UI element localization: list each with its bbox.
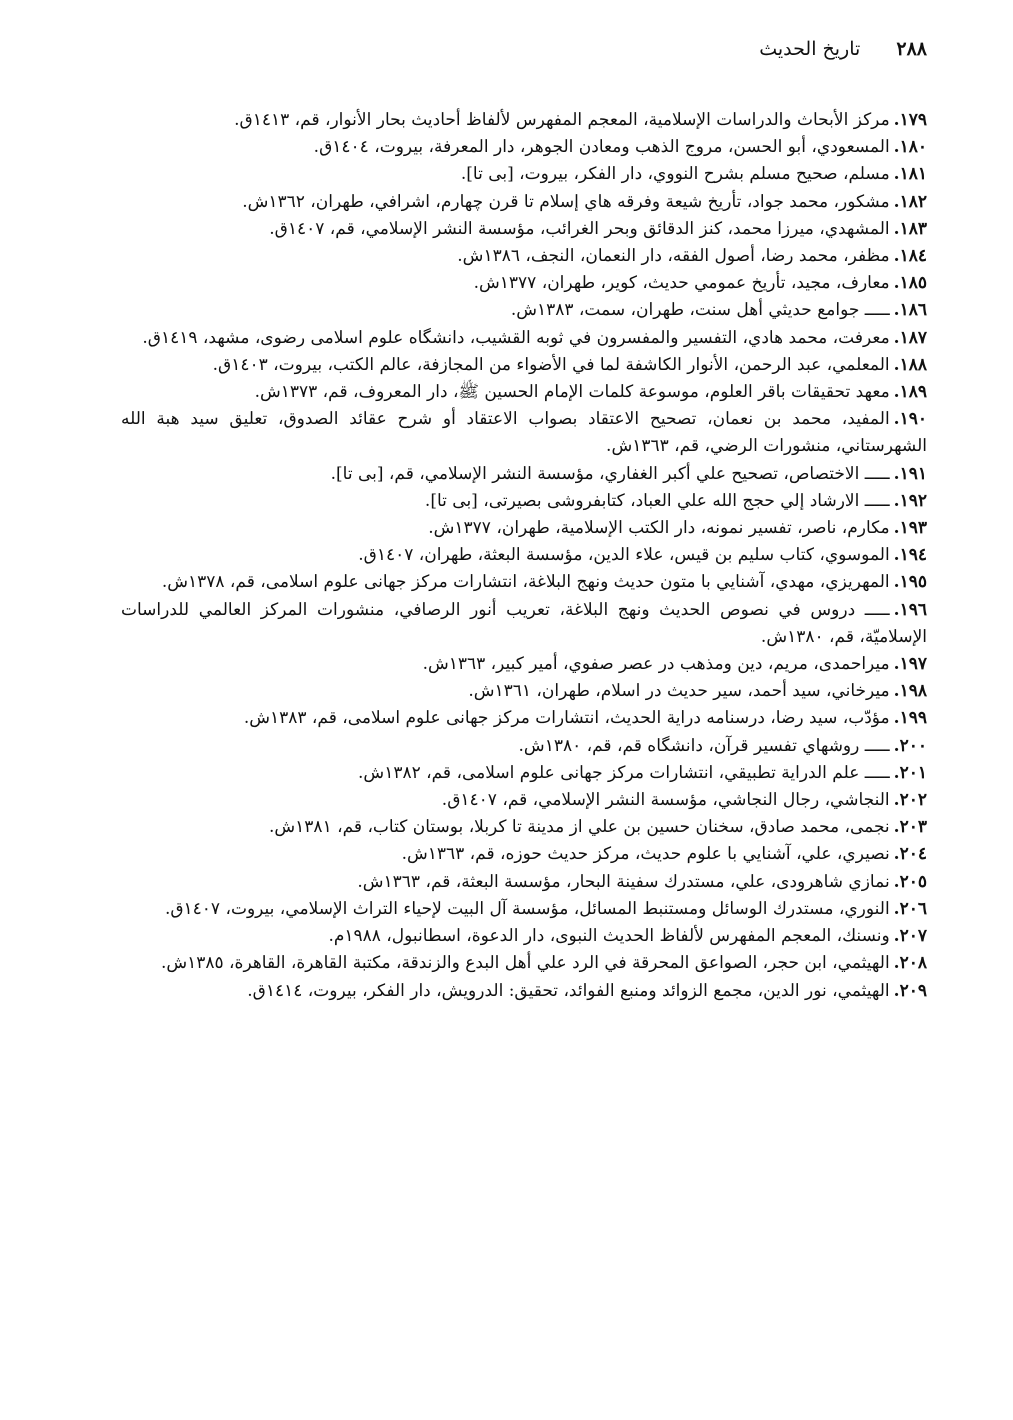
- reference-text: ـــــ علم الدراية تطبيقي، انتشارات مركز جهانى علوم اسلامى، قم، ١٣٨٢ش.: [358, 762, 890, 783]
- reference-entry: [121, 760, 927, 787]
- reference-entry: [121, 189, 927, 216]
- reference-entry: [121, 216, 927, 243]
- reference-entry: [121, 978, 927, 1005]
- reference-number: ١٨٩.: [893, 382, 927, 403]
- page-number: ٢٨٨: [896, 38, 927, 60]
- reference-text: مظفر، محمد رضا، أصول الفقه، دار النعمان، النجف، ١٣٨٦ش.: [457, 246, 890, 267]
- reference-text: ـــــ الارشاد إلي حجج الله علي العباد، كتابفروشى بصيرتى، [بى تا].: [424, 490, 890, 511]
- reference-entry: [121, 869, 927, 896]
- reference-number: ١٩٤.: [893, 545, 927, 566]
- reference-number: ٢٠١.: [893, 762, 927, 783]
- reference-text: ميراحمدى، مريم، دين ومذهب در عصر صفوي، أمير كبير، ١٣٦٣ش.: [422, 654, 890, 675]
- reference-text: المسعودي، أبو الحسن، مروج الذهب ومعادن الجوهر، دار المعرفة، بيروت، ١٤٠٤ق.: [313, 137, 890, 158]
- reference-entry: [121, 134, 927, 161]
- reference-text: نصيري، علي، آشنايي با علوم حديث، مركز حديث حوزه، قم، ١٣٦٣ش.: [401, 844, 890, 865]
- running-header: [759, 38, 927, 60]
- reference-entry: [121, 515, 927, 542]
- reference-number: ١٩٥.: [893, 572, 927, 593]
- reference-number: ٢٠٨.: [893, 953, 927, 974]
- reference-number: ١٨٦.: [893, 300, 927, 321]
- reference-number: ١٩٠.: [893, 409, 927, 430]
- reference-number: ٢٠٦.: [893, 898, 927, 919]
- reference-number: ١٨١.: [893, 164, 927, 185]
- reference-text: النوري، مستدرك الوسائل ومستنبط المسائل، مؤسسة آل البيت لإحياء التراث الإسلامي، بيروت، ١٤٠٧ق.: [164, 898, 890, 919]
- reference-number: ١٩٢.: [893, 490, 927, 511]
- reference-entry: [121, 488, 927, 515]
- reference-text: ـــــ جوامع حديثي أهل سنت، طهران، سمت، ١٣٨٣ش.: [510, 300, 890, 321]
- reference-text: معرفت، محمد هادي، التفسير والمفسرون في ثوبه القشيب، دانشگاه علوم اسلامى رضوى، مشهد، ١٤١٩ق.: [142, 327, 890, 348]
- reference-text: معهد تحقيقات باقر العلوم، موسوعة كلمات الإمام الحسين ﷺ، دار المعروف، قم، ١٣٧٣ش.: [254, 382, 890, 403]
- reference-number: ٢٠٣.: [893, 817, 927, 838]
- reference-number: ١٨٢.: [893, 191, 927, 212]
- reference-entry: [121, 297, 927, 324]
- reference-text: مؤدّب، سيد رضا، درسنامه دراية الحديث، انتشارات مركز جهانى علوم اسلامى، قم، ١٣٨٣ش.: [243, 708, 890, 729]
- reference-text: ـــــ روشهاي تفسير قرآن، دانشگاه قم، قم، ١٣٨٠ش.: [518, 735, 890, 756]
- reference-entry: [121, 678, 927, 705]
- reference-entry: [121, 814, 927, 841]
- reference-text: النجاشي، رجال النجاشي، مؤسسة النشر الإسلامي، قم، ١٤٠٧ق.: [441, 790, 890, 811]
- reference-number: ١٨٠.: [893, 137, 927, 158]
- reference-entry: [121, 787, 927, 814]
- reference-number: ١٨٧.: [893, 327, 927, 348]
- reference-text: نمازي شاهرودى، علي، مستدرك سفينة البحار، مؤسسة البعثة، قم، ١٣٦٣ش.: [357, 871, 890, 892]
- reference-entry: [121, 569, 927, 596]
- reference-entry: [121, 597, 927, 651]
- reference-entry: [121, 406, 927, 460]
- reference-text: المفيد، محمد بن نعمان، تصحيح الاعتقاد بصواب الاعتقاد أو شرح عقائد الصدوق، تعليق سيد هبة الله الشهرستاني، منشورات الرضي، قم، ١٣٦٣ش.: [121, 409, 927, 457]
- running-title: تاريخ الحديث: [759, 38, 861, 60]
- reference-entry: [121, 651, 927, 678]
- reference-number: ٢٠٥.: [893, 871, 927, 892]
- reference-entry: [121, 896, 927, 923]
- reference-text: ـــــ الاختصاص، تصحيح علي أكبر الغفاري، مؤسسة النشر الإسلامي، قم، [بى تا].: [330, 463, 890, 484]
- reference-number: ١٩٩.: [893, 708, 927, 729]
- reference-text: المشهدي، ميرزا محمد، كنز الدقائق وبحر الغرائب، مؤسسة النشر الإسلامي، قم، ١٤٠٧ق.: [269, 218, 890, 239]
- reference-entry: [121, 542, 927, 569]
- reference-entry: [121, 733, 927, 760]
- reference-entry: [121, 705, 927, 732]
- reference-entry: [121, 352, 927, 379]
- reference-entry: [121, 161, 927, 188]
- reference-entry: [121, 461, 927, 488]
- reference-text: ميرخاني، سيد أحمد، سير حديث در اسلام، طهران، ١٣٦١ش.: [468, 681, 890, 702]
- reference-number: ٢٠٢.: [893, 790, 927, 811]
- reference-text: نجمى، محمد صادق، سخنان حسين بن علي از مدينة تا كربلا، بوستان كتاب، قم، ١٣٨١ش.: [269, 817, 890, 838]
- reference-text: مركز الأبحاث والدراسات الإسلامية، المعجم المفهرس لألفاظ أحاديث بحار الأنوار، قم، ١٤١٣ق.: [234, 110, 890, 130]
- reference-number: ٢٠٤.: [893, 844, 927, 865]
- reference-entry: [121, 923, 927, 950]
- reference-entry: [121, 950, 927, 977]
- reference-text: مكارم، ناصر، تفسير نمونه، دار الكتب الإسلامية، طهران، ١٣٧٧ش.: [428, 518, 890, 539]
- reference-text: المهريزي، مهدي، آشنايي با متون حديث ونهج البلاغة، انتشارات مركز جهانى علوم اسلامى، قم، ١٣٧٨ش.: [161, 572, 890, 593]
- reference-entry: [121, 107, 927, 134]
- reference-entry: [121, 325, 927, 352]
- reference-text: الهيثمي، ابن حجر، الصواعق المحرقة في الرد علي أهل البدع والزندقة، مكتبة القاهرة، القاهرة، ١٣٨٥ش.: [160, 953, 890, 974]
- reference-text: الهيثمي، نور الدين، مجمع الزوائد ومنبع الفوائد، تحقيق: الدرويش، دار الفكر، بيروت، ١٤١٤ق.: [247, 980, 890, 1001]
- reference-entry: [121, 270, 927, 297]
- reference-text: معارف، مجيد، تأريخ عمومي حديث، كوير، طهران، ١٣٧٧ش.: [473, 273, 890, 294]
- reference-number: ١٩٧.: [893, 654, 927, 675]
- reference-text: المعلمي، عبد الرحمن، الأنوار الكاشفة لما في الأضواء من المجازفة، عالم الكتب، بيروت، ١٤٠٣ق.: [212, 354, 890, 375]
- reference-number: ١٨٨.: [893, 354, 927, 375]
- reference-number: ١٨٣.: [893, 218, 927, 239]
- reference-number: ١٩١.: [893, 463, 927, 484]
- reference-number: ٢٠٠.: [893, 735, 927, 756]
- reference-number: ٢٠٧.: [893, 926, 927, 947]
- reference-text: ـــــ دروس في نصوص الحديث ونهج البلاغة، تعريب أنور الرصافي، منشورات المركز العالمي للدراسات الإسلاميّة، قم، ١٣٨٠ش.: [121, 599, 927, 647]
- reference-text: الموسوي، كتاب سليم بن قيس، علاء الدين، مؤسسة البعثة، طهران، ١٤٠٧ق.: [358, 545, 890, 566]
- reference-entry: [121, 841, 927, 868]
- reference-entry: [121, 243, 927, 270]
- reference-number: ١٩٨.: [893, 681, 927, 702]
- reference-number: ١٧٩.: [893, 110, 927, 130]
- reference-number: ١٩٦.: [893, 599, 927, 620]
- reference-number: ٢٠٩.: [893, 980, 927, 1001]
- reference-text: مشكور، محمد جواد، تأريخ شيعة وفرقه هاي إسلام تا قرن چهارم، اشرافي، طهران، ١٣٦٢ش.: [242, 191, 890, 212]
- reference-number: ١٨٥.: [893, 273, 927, 294]
- reference-text: ونسنك، المعجم المفهرس لألفاظ الحديث النبوى، دار الدعوة، اسطانبول، ١٩٨٨م.: [328, 926, 890, 947]
- reference-text: مسلم، صحيح مسلم بشرح النووي، دار الفكر، بيروت، [بى تا].: [460, 164, 890, 185]
- reference-entry: [121, 379, 927, 406]
- bibliography-list: [121, 107, 927, 1005]
- reference-number: ١٨٤.: [893, 246, 927, 267]
- reference-number: ١٩٣.: [893, 518, 927, 539]
